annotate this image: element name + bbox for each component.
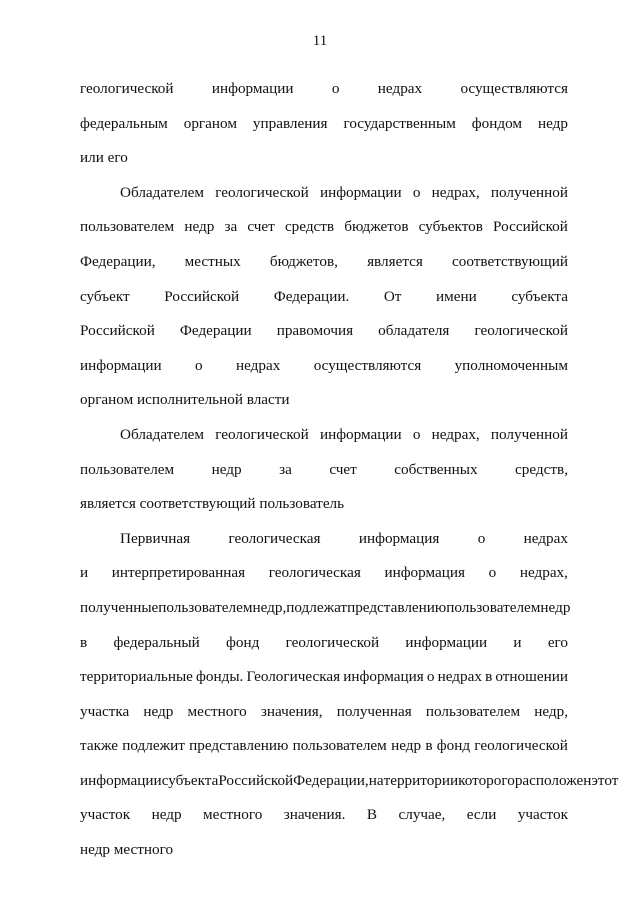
word: и <box>80 564 89 582</box>
text-line <box>80 280 568 315</box>
word: имени <box>436 287 477 305</box>
word: недрах <box>377 80 423 97</box>
word: о <box>412 425 421 443</box>
word: органом <box>183 114 237 132</box>
text-line <box>80 176 568 211</box>
word: территориальные <box>80 668 193 686</box>
word: уполномоченным <box>454 356 568 374</box>
word: недр <box>143 702 174 720</box>
word: которого <box>458 771 515 789</box>
word: субъектов <box>418 218 483 236</box>
word: федеральным <box>80 114 168 132</box>
word: недрах, <box>431 183 480 201</box>
word: Федерации, <box>80 252 156 270</box>
word: геологическая <box>268 564 361 582</box>
word: участка <box>80 702 130 720</box>
word: управления <box>252 114 328 132</box>
text-line: недр местного <box>80 841 174 859</box>
word: о <box>426 668 435 686</box>
word: полученной <box>490 425 568 443</box>
word: недрах <box>523 529 568 547</box>
word: подлежит <box>122 737 185 755</box>
word: собственных <box>394 460 478 478</box>
word: фонд <box>436 737 471 755</box>
paragraph <box>80 176 568 418</box>
word: в <box>485 668 493 686</box>
word: на <box>368 771 384 789</box>
word: фондом <box>471 114 522 132</box>
word: геологической <box>80 80 174 97</box>
word: интерпретированная <box>111 564 246 582</box>
word: Первичная <box>120 529 191 547</box>
word: значения, <box>260 702 323 720</box>
word: территории <box>383 771 459 789</box>
word: Федерации. <box>273 287 350 305</box>
word: случае, <box>398 806 446 824</box>
word: местных <box>184 252 241 270</box>
word: информация <box>343 668 424 686</box>
word: расположен <box>514 771 592 789</box>
word: геологической <box>474 737 568 755</box>
word: государственным <box>343 114 456 132</box>
word: Российской <box>493 218 568 236</box>
word: бюджетов <box>344 218 409 236</box>
word: счет <box>329 460 357 478</box>
word: субъект <box>80 287 130 305</box>
word: пользователем <box>425 702 521 720</box>
word: участок <box>517 806 568 824</box>
word: соответствующий <box>452 252 568 270</box>
text-line: является соответствующий пользователь <box>80 495 345 513</box>
word: осуществляются <box>460 80 568 97</box>
word: недр <box>540 598 571 616</box>
word: о <box>331 80 340 97</box>
word: подлежат <box>286 598 348 616</box>
word: местного <box>203 806 263 824</box>
word: недр <box>537 114 568 132</box>
text-line <box>80 453 568 488</box>
word: геологической <box>215 183 309 201</box>
word: информации <box>319 425 402 443</box>
text-line <box>80 660 568 695</box>
word: пользователем <box>158 598 253 616</box>
word: пользователем <box>80 218 175 236</box>
word: недр, <box>534 702 568 720</box>
word: недрах <box>236 356 281 374</box>
text-line <box>80 695 568 730</box>
word: недрах <box>437 668 482 686</box>
word: представлению <box>189 737 289 755</box>
word: обладателя <box>378 322 450 340</box>
word: значения. <box>283 806 346 824</box>
word: отношении <box>495 668 568 686</box>
word: о <box>477 529 486 547</box>
word: средств <box>284 218 335 236</box>
text-line: или его <box>80 149 128 167</box>
word: субъекта <box>511 287 568 305</box>
word: осуществляются <box>313 356 422 374</box>
text-line <box>80 72 568 107</box>
word: фонды. <box>196 668 244 686</box>
word: федеральный <box>113 633 200 651</box>
word: информации <box>80 356 162 374</box>
word: геологической <box>215 425 309 443</box>
word: субъекта <box>161 771 219 789</box>
text-line <box>80 798 568 833</box>
word: полученная <box>336 702 412 720</box>
word: геологической <box>474 322 568 340</box>
word: фонд <box>226 633 260 651</box>
document-body <box>80 72 619 868</box>
word: Геологическая <box>246 668 341 686</box>
word: информации <box>405 633 488 651</box>
word: недрах, <box>431 425 480 443</box>
word: за <box>224 218 238 236</box>
word: участок <box>80 806 131 824</box>
word: пользователем <box>446 598 541 616</box>
word: Российской <box>218 771 294 789</box>
text-line <box>80 245 568 280</box>
word: средств, <box>515 460 568 478</box>
word: его <box>547 633 568 651</box>
word: является <box>367 252 423 270</box>
text-line <box>80 522 568 557</box>
word: Обладателем <box>120 183 205 201</box>
word: представлению <box>347 598 447 616</box>
word: недр, <box>252 598 287 616</box>
word: Российской <box>164 287 240 305</box>
word: От <box>383 287 402 305</box>
text-line <box>80 626 568 661</box>
word: Федерации, <box>293 771 369 789</box>
word: этот <box>591 771 619 789</box>
word: информация <box>384 564 465 582</box>
word: информации <box>319 183 402 201</box>
paragraph <box>80 418 568 522</box>
word: также <box>80 737 118 755</box>
word: и <box>513 633 522 651</box>
word: о <box>195 356 203 374</box>
text-line <box>80 210 568 245</box>
word: геологической <box>285 633 380 651</box>
text-line <box>80 418 568 453</box>
word: о <box>412 183 421 201</box>
text-line <box>80 729 568 764</box>
text-line <box>80 107 568 142</box>
word: в <box>80 633 88 651</box>
word: счет <box>247 218 275 236</box>
word: полученной <box>490 183 568 201</box>
text-line <box>80 591 571 626</box>
word: о <box>488 564 497 582</box>
page-number: 11 <box>312 33 328 49</box>
word: Обладателем <box>120 425 205 443</box>
word: геологическая <box>228 529 321 547</box>
word: бюджетов, <box>269 252 338 270</box>
text-line <box>80 764 619 799</box>
word: Российской <box>80 322 155 340</box>
word: правомочия <box>276 322 354 340</box>
word: пользователем <box>80 460 175 478</box>
text-line <box>80 556 568 591</box>
word: пользователем <box>292 737 387 755</box>
word: в <box>425 737 433 755</box>
word: недр <box>184 218 215 236</box>
text-line: органом исполнительной власти <box>80 391 290 409</box>
word: недр <box>391 737 422 755</box>
word: если <box>466 806 497 824</box>
word: за <box>279 460 292 478</box>
word: недр <box>151 806 182 824</box>
word: информации <box>80 771 162 789</box>
paragraph <box>80 522 619 868</box>
word: недрах, <box>519 564 568 582</box>
word: Федерации <box>179 322 252 340</box>
word: местного <box>187 702 247 720</box>
word: информация <box>358 529 440 547</box>
word: полученные <box>80 598 159 616</box>
text-line <box>80 314 568 349</box>
text-line <box>80 349 568 384</box>
word: В <box>366 806 378 824</box>
word: информации <box>211 80 294 97</box>
word: недр <box>211 460 242 478</box>
paragraph <box>80 72 568 176</box>
